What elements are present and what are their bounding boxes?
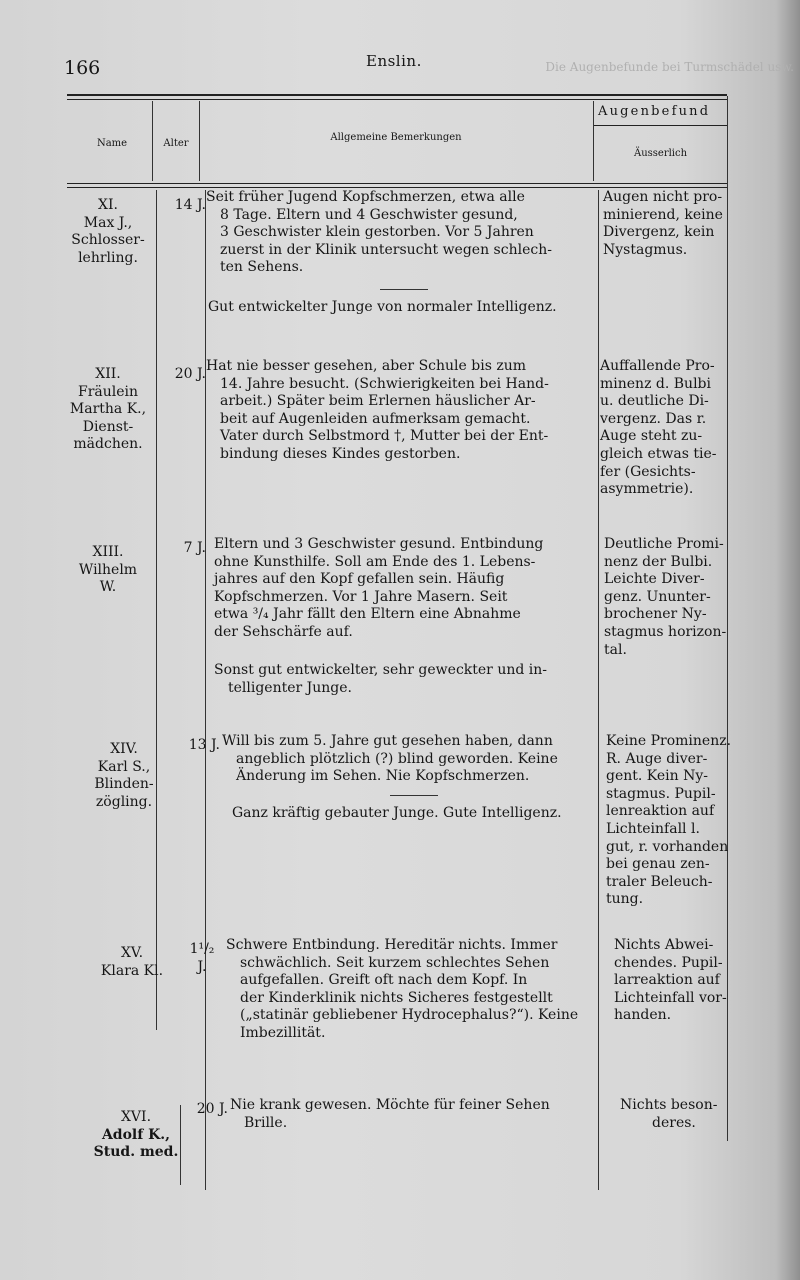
row-xii-aeusserlich (600, 358, 727, 499)
row-xiii-name-line: Wilhelm (78, 561, 138, 578)
row-xiv-name-line: Karl S., (97, 758, 151, 775)
row-xii-name-line: Martha K., (69, 401, 147, 418)
remark-line: Änderung im Sehen. Nie Kopfschmerzen. (236, 768, 530, 785)
row-xv-remarks (226, 937, 610, 1043)
body-separator-name (156, 190, 157, 1030)
aeus-line: Lichteinfall l. (606, 820, 700, 837)
aeus-line: asymmetrie). (600, 481, 694, 498)
aeus-line: minierend, keine (603, 206, 723, 223)
row-xi-nr: XI. (98, 197, 118, 213)
column-separator-alter (199, 101, 200, 181)
row-xiv-remarks (222, 733, 604, 786)
aeus-line: gleich etwas tie- (600, 445, 717, 462)
header-augenbefund: Augenbefund (598, 104, 711, 119)
row-xi-name-line: lehrling. (78, 249, 138, 266)
aeus-line: Augen nicht pro- (603, 189, 723, 205)
aeus-line: Lichteinfall vor- (614, 989, 727, 1006)
remark-line: Schwere Entbindung. Hereditär nichts. Immer (226, 937, 558, 953)
row-xi-aeusserlich (603, 189, 727, 259)
row-xi-name-line: Max J., (83, 214, 133, 231)
remark-line: der Kinderklinik nichts Sicheres festgestellt (240, 989, 553, 1006)
aeus-line: Auge steht zu- (600, 428, 703, 445)
remark-line: Brille. (244, 1114, 288, 1131)
aeus-line: gut, r. vorhanden (606, 838, 729, 855)
remark-line: Will bis zum 5. Jahre gut gesehen haben, dann (222, 733, 553, 749)
header-alter: Alter (163, 138, 189, 149)
aeus-line: Nichts beson- (620, 1097, 718, 1113)
aeus-line: vergenz. Das r. (600, 410, 707, 427)
remark-line: 3 Geschwister klein gestorben. Vor 5 Jahren (220, 224, 534, 241)
aeus-line: stagmus. Pupil- (606, 785, 716, 802)
row-xvi-name-line: Stud. med. (93, 1144, 179, 1161)
row-xiv-note-rule (390, 795, 438, 796)
aeus-line: Keine Prominenz. (606, 733, 732, 749)
row-xiv-aeusserlich (606, 733, 746, 909)
aeus-line: u. deutliche Di- (600, 393, 709, 410)
aeus-line: larreaktion auf (614, 972, 720, 989)
aeus-line: R. Auge diver- (606, 750, 708, 767)
row-xv-alter (182, 941, 222, 976)
header-name: Name (96, 138, 128, 149)
aeus-line: tal. (604, 641, 627, 658)
row-xiii-alter: 7 J. (183, 540, 206, 556)
remark-line: Hat nie besser gesehen, aber Schule bis zum (206, 358, 526, 374)
aeus-line: fer (Gesichts- (600, 463, 696, 480)
remark-line: ohne Kunsthilfe. Soll am Ende des 1. Lebens- (214, 553, 536, 570)
row-xiv-note: Ganz kräftig gebauter Junge. Gute Intelligenz. (232, 805, 562, 821)
remark-line: ten Sehens. (220, 259, 304, 276)
header-bemerkungen: Allgemeine Bemerkungen (330, 132, 462, 143)
remark-line: Nie krank gewesen. Möchte für feiner Sehen (230, 1097, 550, 1113)
remark-line: 8 Tage. Eltern und 4 Geschwister gesund, (220, 206, 518, 223)
aeus-line: stagmus horizon- (604, 623, 727, 640)
header-augenbefund-rule (594, 125, 727, 126)
page-number: 166 (64, 57, 101, 79)
row-xvi-alter: 20 J. (196, 1101, 228, 1117)
row-xi-note: Gut entwickelter Junge von normaler Intelligenz. (208, 299, 557, 315)
row-xvi-nr: XVI. (120, 1109, 152, 1125)
remark-line: etwa ³/₄ Jahr fällt den Eltern eine Abnahme (214, 606, 521, 623)
bleed-through-text: Die Augenbefunde bei Turmschädel usw. (545, 60, 794, 74)
row-xiii-name (60, 544, 156, 597)
remark-line: Seit früher Jugend Kopfschmerzen, etwa alle (206, 189, 525, 205)
running-head: Enslin. (366, 52, 422, 70)
row-xii-nr: XII. (95, 366, 121, 382)
remark-line: 14. Jahre besucht. (Schwierigkeiten bei Hand- (220, 375, 549, 392)
remark-line: aufgefallen. Greift oft nach dem Kopf. In (240, 972, 528, 989)
aeus-line: brochener Ny- (604, 606, 707, 623)
note-line: Sonst gut entwickelter, sehr geweckter und in- (214, 662, 547, 678)
remark-line: jahres auf den Kopf gefallen sein. Häufig (214, 571, 505, 588)
row-xi-name-line: Schlosser- (71, 232, 145, 249)
aeus-line: Divergenz, kein (603, 224, 715, 241)
row-xii-name-line: Fräulein (77, 383, 139, 400)
row-xv-aeusserlich (614, 937, 750, 1025)
row-xiii-name-line: W. (99, 579, 117, 596)
remark-line: angeblich plötzlich (?) blind geworden. Keine (236, 750, 558, 767)
remark-line: Kopfschmerzen. Vor 1 Jahre Masern. Seit (214, 588, 508, 605)
header-aeusserlich: Äusserlich (633, 148, 688, 159)
note-line: telligenter Junge. (228, 679, 353, 696)
row-xii-alter: 20 J. (174, 366, 206, 382)
remark-line: bindung dieses Kindes gestorben. (220, 445, 461, 462)
row-xii-name-line: Dienst- (82, 418, 134, 435)
aeus-line: tung. (606, 891, 644, 908)
remark-line: Eltern und 3 Geschwister gesund. Entbindung (214, 536, 544, 552)
header-bottom-rule-2 (67, 187, 727, 188)
alter-line: 1¹/₂ (189, 941, 215, 957)
row-xv-nr: XV. (120, 945, 144, 961)
aeus-line: nenz der Bulbi. (604, 553, 713, 570)
row-xii-remarks (206, 358, 590, 464)
column-separator-name (152, 101, 153, 181)
row-xii-name-line: mädchen. (73, 436, 143, 453)
row-xi-remarks (206, 189, 590, 277)
row-xi-name (60, 197, 156, 267)
aeus-line: deres. (652, 1114, 696, 1131)
aeus-line: Nystagmus. (603, 241, 688, 258)
row-xiv-nr: XIV. (110, 741, 138, 757)
aeus-line: lenreaktion auf (606, 803, 715, 820)
aeus-line: bei genau zen- (606, 856, 710, 873)
aeus-line: Auffallende Pro- (600, 358, 715, 374)
table-top-rule (67, 94, 727, 96)
remark-line: Vater durch Selbstmord †, Mutter bei der Ent- (220, 428, 549, 445)
remark-line: arbeit.) Später beim Erlernen häuslicher Ar- (220, 393, 536, 410)
column-separator-remarks (593, 101, 594, 181)
header-bottom-rule (67, 183, 727, 184)
row-xi-alter: 14 J. (174, 197, 206, 213)
aeus-line: chendes. Pupil- (614, 954, 723, 971)
row-xvi-name (88, 1109, 184, 1162)
aeus-line: minenz d. Bulbi (600, 375, 711, 392)
remark-line: beit auf Augenleiden aufmerksam gemacht. (220, 410, 531, 427)
alter-line: J. (197, 958, 207, 975)
row-xiv-name-line: Blinden- (94, 776, 154, 793)
row-xiv-alter: 13 J. (188, 737, 220, 753)
row-xi-note-rule (380, 289, 428, 290)
aeus-line: traler Beleuch- (606, 873, 713, 890)
remark-line: („statinär gebliebener Hydrocephalus?“). Keine (240, 1007, 579, 1024)
body-separator-alter (205, 190, 206, 1190)
row-xiii-nr: XIII. (92, 544, 124, 560)
row-xv-name (84, 945, 180, 980)
aeus-line: Leichte Diver- (604, 571, 705, 588)
remark-line: zuerst in der Klinik untersucht wegen schlech- (220, 241, 552, 258)
row-xiii-aeusserlich (604, 536, 727, 659)
row-xiii-note (214, 662, 594, 697)
table-top-rule-thin (67, 99, 727, 100)
remark-line: Imbezillität. (240, 1024, 326, 1041)
aeus-line: Nichts Abwei- (614, 937, 714, 953)
remark-line: der Sehschärfe auf. (214, 623, 353, 640)
row-xvi-remarks (230, 1097, 614, 1132)
aeus-line: gent. Kein Ny- (606, 768, 708, 785)
aeus-line: genz. Ununter- (604, 588, 711, 605)
row-xvi-aeusserlich (620, 1097, 750, 1132)
row-xiv-name (76, 741, 172, 811)
row-xvi-name-line: Adolf K., (101, 1126, 171, 1143)
aeus-line: handen. (614, 1007, 672, 1024)
row-xiii-remarks (214, 536, 594, 642)
remark-line: schwächlich. Seit kurzem schlechtes Sehen (240, 954, 550, 971)
aeus-line: Deutliche Promi- (604, 536, 724, 552)
row-xv-name-line: Klara Kl. (100, 962, 164, 979)
row-xii-name (60, 366, 156, 454)
row-xiv-name-line: zögling. (95, 793, 153, 810)
